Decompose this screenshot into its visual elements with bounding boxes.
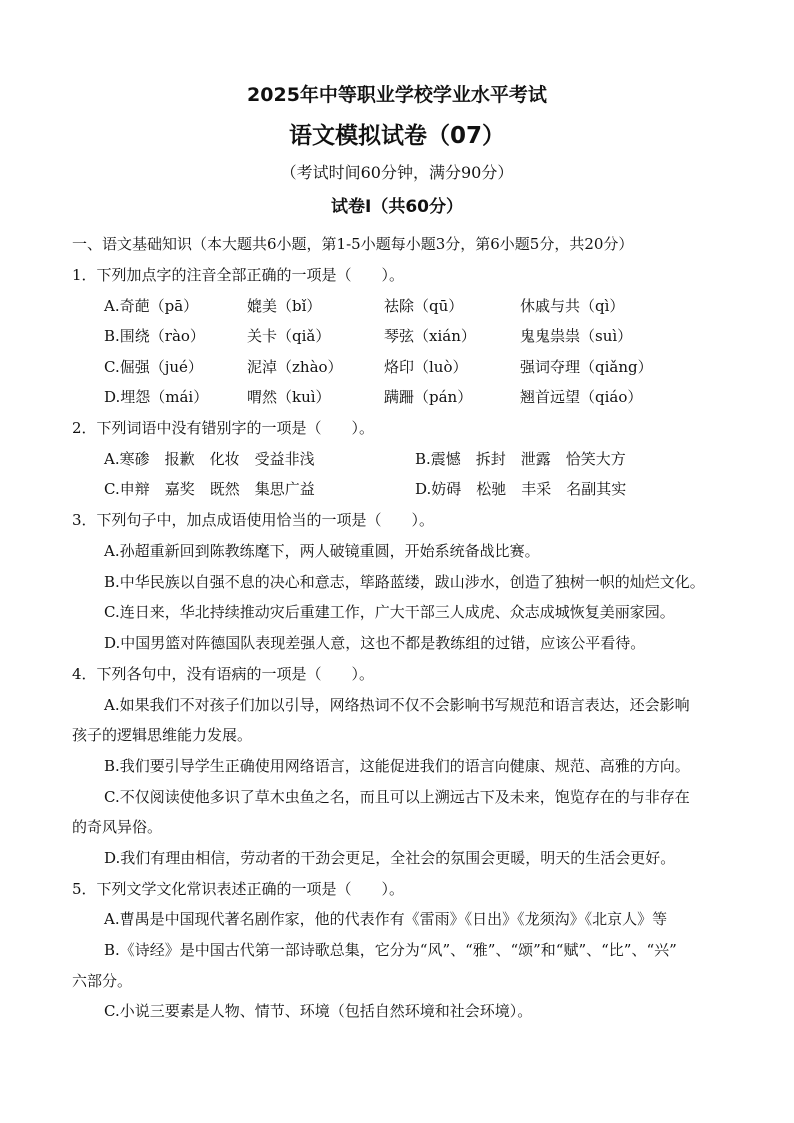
section-title: 试卷Ⅰ（共60分） (331, 197, 463, 217)
q4-option-d: D.我们有理由相信，劳动者的干劲会更足，全社会的氛围会更暖，明天的生活会更好。 (104, 849, 676, 867)
q1-option-b-2: 关卡（qiǎ） (247, 327, 331, 345)
q4-option-c-line1: C.不仅阅读使他多识了草木虫鱼之名，而且可以上溯远古下及未来，饱览存在的与非存在 (104, 788, 690, 806)
q5-option-a: A.曹禺是中国现代著名剧作家，他的代表作有《雷雨》《日出》《龙须沟》《北京人》等 (104, 910, 668, 928)
exam-info: （考试时间60分钟，满分90分） (280, 163, 514, 182)
q2-option-a: A.寒碜 报歉 化妆 受益非浅 (104, 450, 315, 468)
q3-option-b: B.中华民族以自强不息的决心和意志，筚路蓝缕，跋山涉水，创造了独树一帜的灿烂文化。 (104, 573, 705, 591)
q4-option-c-line2: 的奇风异俗。 (72, 818, 163, 836)
q1-option-a-1: A.奇葩（pā） (104, 297, 199, 315)
q1-option-c-2: 泥淖（zhào） (247, 358, 343, 376)
paper-title: 语文模拟试卷（07） (288, 123, 505, 149)
exam-title: 2025年中等职业学校学业水平考试 (247, 84, 547, 106)
q3-option-c: C.连日来，华北持续推动灾后重建工作，广大干部三人成虎、众志成城恢复美丽家园。 (104, 603, 675, 621)
q1-option-c-3: 烙印（luò） (384, 358, 468, 376)
q5-option-b-line2: 六部分。 (72, 972, 133, 990)
q1-option-a-3: 祛除（qū） (384, 297, 464, 315)
q3-stem: 3．下列句子中，加点成语使用恰当的一项是（ ）。 (72, 511, 435, 529)
q4-option-a-line1: A.如果我们不对孩子们加以引导，网络热词不仅不会影响书写规范和语言表达，还会影响 (104, 696, 690, 714)
q5-option-b-line1: B.《诗经》是中国古代第一部诗歌总集，它分为“风”、“雅”、“颂”和“赋”、“比”、“兴” (104, 941, 677, 959)
q3-option-a: A.孙超重新回到陈教练麾下，两人破镜重圆，开始系统备战比赛。 (104, 542, 540, 560)
q2-option-b: B.震憾 拆封 泄露 恰笑大方 (415, 450, 626, 468)
q3-option-d: D.中国男篮对阵德国队表现差强人意，这也不都是教练组的过错，应该公平看待。 (104, 634, 646, 652)
q1-option-a-2: 媲美（bǐ） (247, 297, 322, 315)
q1-option-d-1: D.埋怨（mái） (104, 388, 209, 406)
q1-option-b-4: 鬼鬼祟祟（suì） (520, 327, 633, 345)
q1-option-d-4: 翘首远望（qiáo） (520, 388, 643, 406)
q4-stem: 4．下列各句中，没有语病的一项是（ ）。 (72, 665, 375, 683)
q1-option-d-2: 喟然（kuì） (247, 388, 331, 406)
q2-option-d: D.妨碍 松驰 丰采 名副其实 (415, 480, 627, 498)
q1-option-a-4: 休戚与共（qì） (520, 297, 625, 315)
q1-option-d-3: 蹒跚（pán） (384, 388, 473, 406)
q1-option-c-1: C.倔强（jué） (104, 358, 203, 376)
q1-option-b-1: B.围绕（rào） (104, 327, 205, 345)
q2-option-c: C.申辩 嘉奖 既然 集思广益 (104, 480, 315, 498)
q2-stem: 2．下列词语中没有错别字的一项是（ ）。 (72, 419, 375, 437)
q4-option-a-line2: 孩子的逻辑思维能力发展。 (72, 726, 253, 744)
q1-stem: 1．下列加点字的注音全部正确的一项是（ ）。 (72, 266, 405, 284)
q5-option-c: C.小说三要素是人物、情节、环境（包括自然环境和社会环境）。 (104, 1002, 533, 1020)
q1-option-b-3: 琴弦（xián） (384, 327, 476, 345)
section1-heading: 一、语文基础知识（本大题共6小题，第1-5小题每小题3分，第6小题5分，共20分） (72, 235, 634, 253)
q4-option-b: B.我们要引导学生正确使用网络语言，这能促进我们的语言向健康、规范、高雅的方向。 (104, 757, 690, 775)
q1-option-c-4: 强词夺理（qiǎng） (520, 358, 653, 376)
q5-stem: 5．下列文学文化常识表述正确的一项是（ ）。 (72, 880, 405, 898)
